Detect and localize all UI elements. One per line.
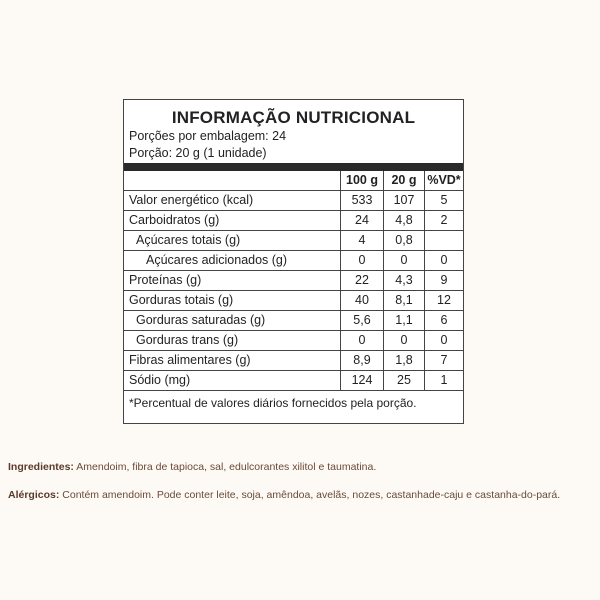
table-row — [124, 231, 463, 251]
value-20g: 4,3 — [384, 271, 425, 291]
value-100g: 124 — [341, 371, 384, 391]
value-vd: 0 — [425, 331, 464, 351]
nutrient-name: Carboidratos (g) — [124, 211, 341, 231]
nutrient-name: Valor energético (kcal) — [124, 191, 341, 211]
table-row — [124, 311, 463, 331]
value-100g: 4 — [341, 231, 384, 251]
value-vd: 0 — [425, 251, 464, 271]
table-header-row — [124, 171, 463, 191]
value-100g: 24 — [341, 211, 384, 231]
value-vd: 1 — [425, 371, 464, 391]
header-20g: 20 g — [384, 171, 425, 191]
thick-divider — [124, 163, 463, 171]
value-20g: 0 — [384, 331, 425, 351]
table-row — [124, 191, 463, 211]
value-100g: 0 — [341, 251, 384, 271]
allergens-text: Contém amendoim. Pode conter leite, soja, amêndoa, avelãs, nozes, castanhade-caju e castanha-do-pará. — [59, 489, 561, 501]
value-20g: 0,8 — [384, 231, 425, 251]
value-100g: 40 — [341, 291, 384, 311]
value-100g: 8,9 — [341, 351, 384, 371]
ingredients-line — [8, 461, 593, 474]
table-row — [124, 251, 463, 271]
nutrient-name: Açúcares adicionados (g) — [124, 251, 341, 271]
value-20g: 107 — [384, 191, 425, 211]
value-20g: 25 — [384, 371, 425, 391]
nutrient-name: Proteínas (g) — [124, 271, 341, 291]
value-100g: 0 — [341, 331, 384, 351]
nutrition-table — [124, 171, 463, 391]
nutrient-name: Gorduras totais (g) — [124, 291, 341, 311]
header-vd: %VD* — [425, 171, 464, 191]
ingredients-text: Amendoim, fibra de tapioca, sal, edulcorantes xilitol e taumatina. — [73, 461, 377, 473]
value-20g: 4,8 — [384, 211, 425, 231]
table-row — [124, 271, 463, 291]
value-20g: 1,1 — [384, 311, 425, 331]
header-100g: 100 g — [341, 171, 384, 191]
ingredients-label: Ingredientes: — [8, 461, 74, 473]
table-row — [124, 351, 463, 371]
nutrient-name: Gorduras trans (g) — [124, 331, 341, 351]
value-20g: 8,1 — [384, 291, 425, 311]
table-row — [124, 211, 463, 231]
table-row — [124, 331, 463, 351]
value-20g: 0 — [384, 251, 425, 271]
table-row — [124, 291, 463, 311]
value-vd — [425, 231, 464, 251]
nutrient-name: Fibras alimentares (g) — [124, 351, 341, 371]
value-20g: 1,8 — [384, 351, 425, 371]
allergens-label: Alérgicos: — [8, 489, 60, 501]
table-row — [124, 371, 463, 391]
serving-size: Porção: 20 g (1 unidade) — [129, 146, 267, 160]
value-vd: 6 — [425, 311, 464, 331]
value-vd: 2 — [425, 211, 464, 231]
panel-title: INFORMAÇÃO NUTRICIONAL — [171, 108, 416, 127]
nutrient-name: Sódio (mg) — [124, 371, 341, 391]
nutrition-facts-panel — [123, 99, 464, 424]
footnote: *Percentual de valores diários fornecidos pela porção. — [129, 396, 417, 410]
value-100g: 5,6 — [341, 311, 384, 331]
allergens-line — [8, 489, 593, 502]
value-100g: 533 — [341, 191, 384, 211]
nutrient-name: Gorduras saturadas (g) — [124, 311, 341, 331]
value-vd: 5 — [425, 191, 464, 211]
servings-per-package: Porções por embalagem: 24 — [129, 129, 287, 143]
value-100g: 22 — [341, 271, 384, 291]
value-vd: 12 — [425, 291, 464, 311]
value-vd: 7 — [425, 351, 464, 371]
nutrient-name: Açúcares totais (g) — [124, 231, 341, 251]
value-vd: 9 — [425, 271, 464, 291]
